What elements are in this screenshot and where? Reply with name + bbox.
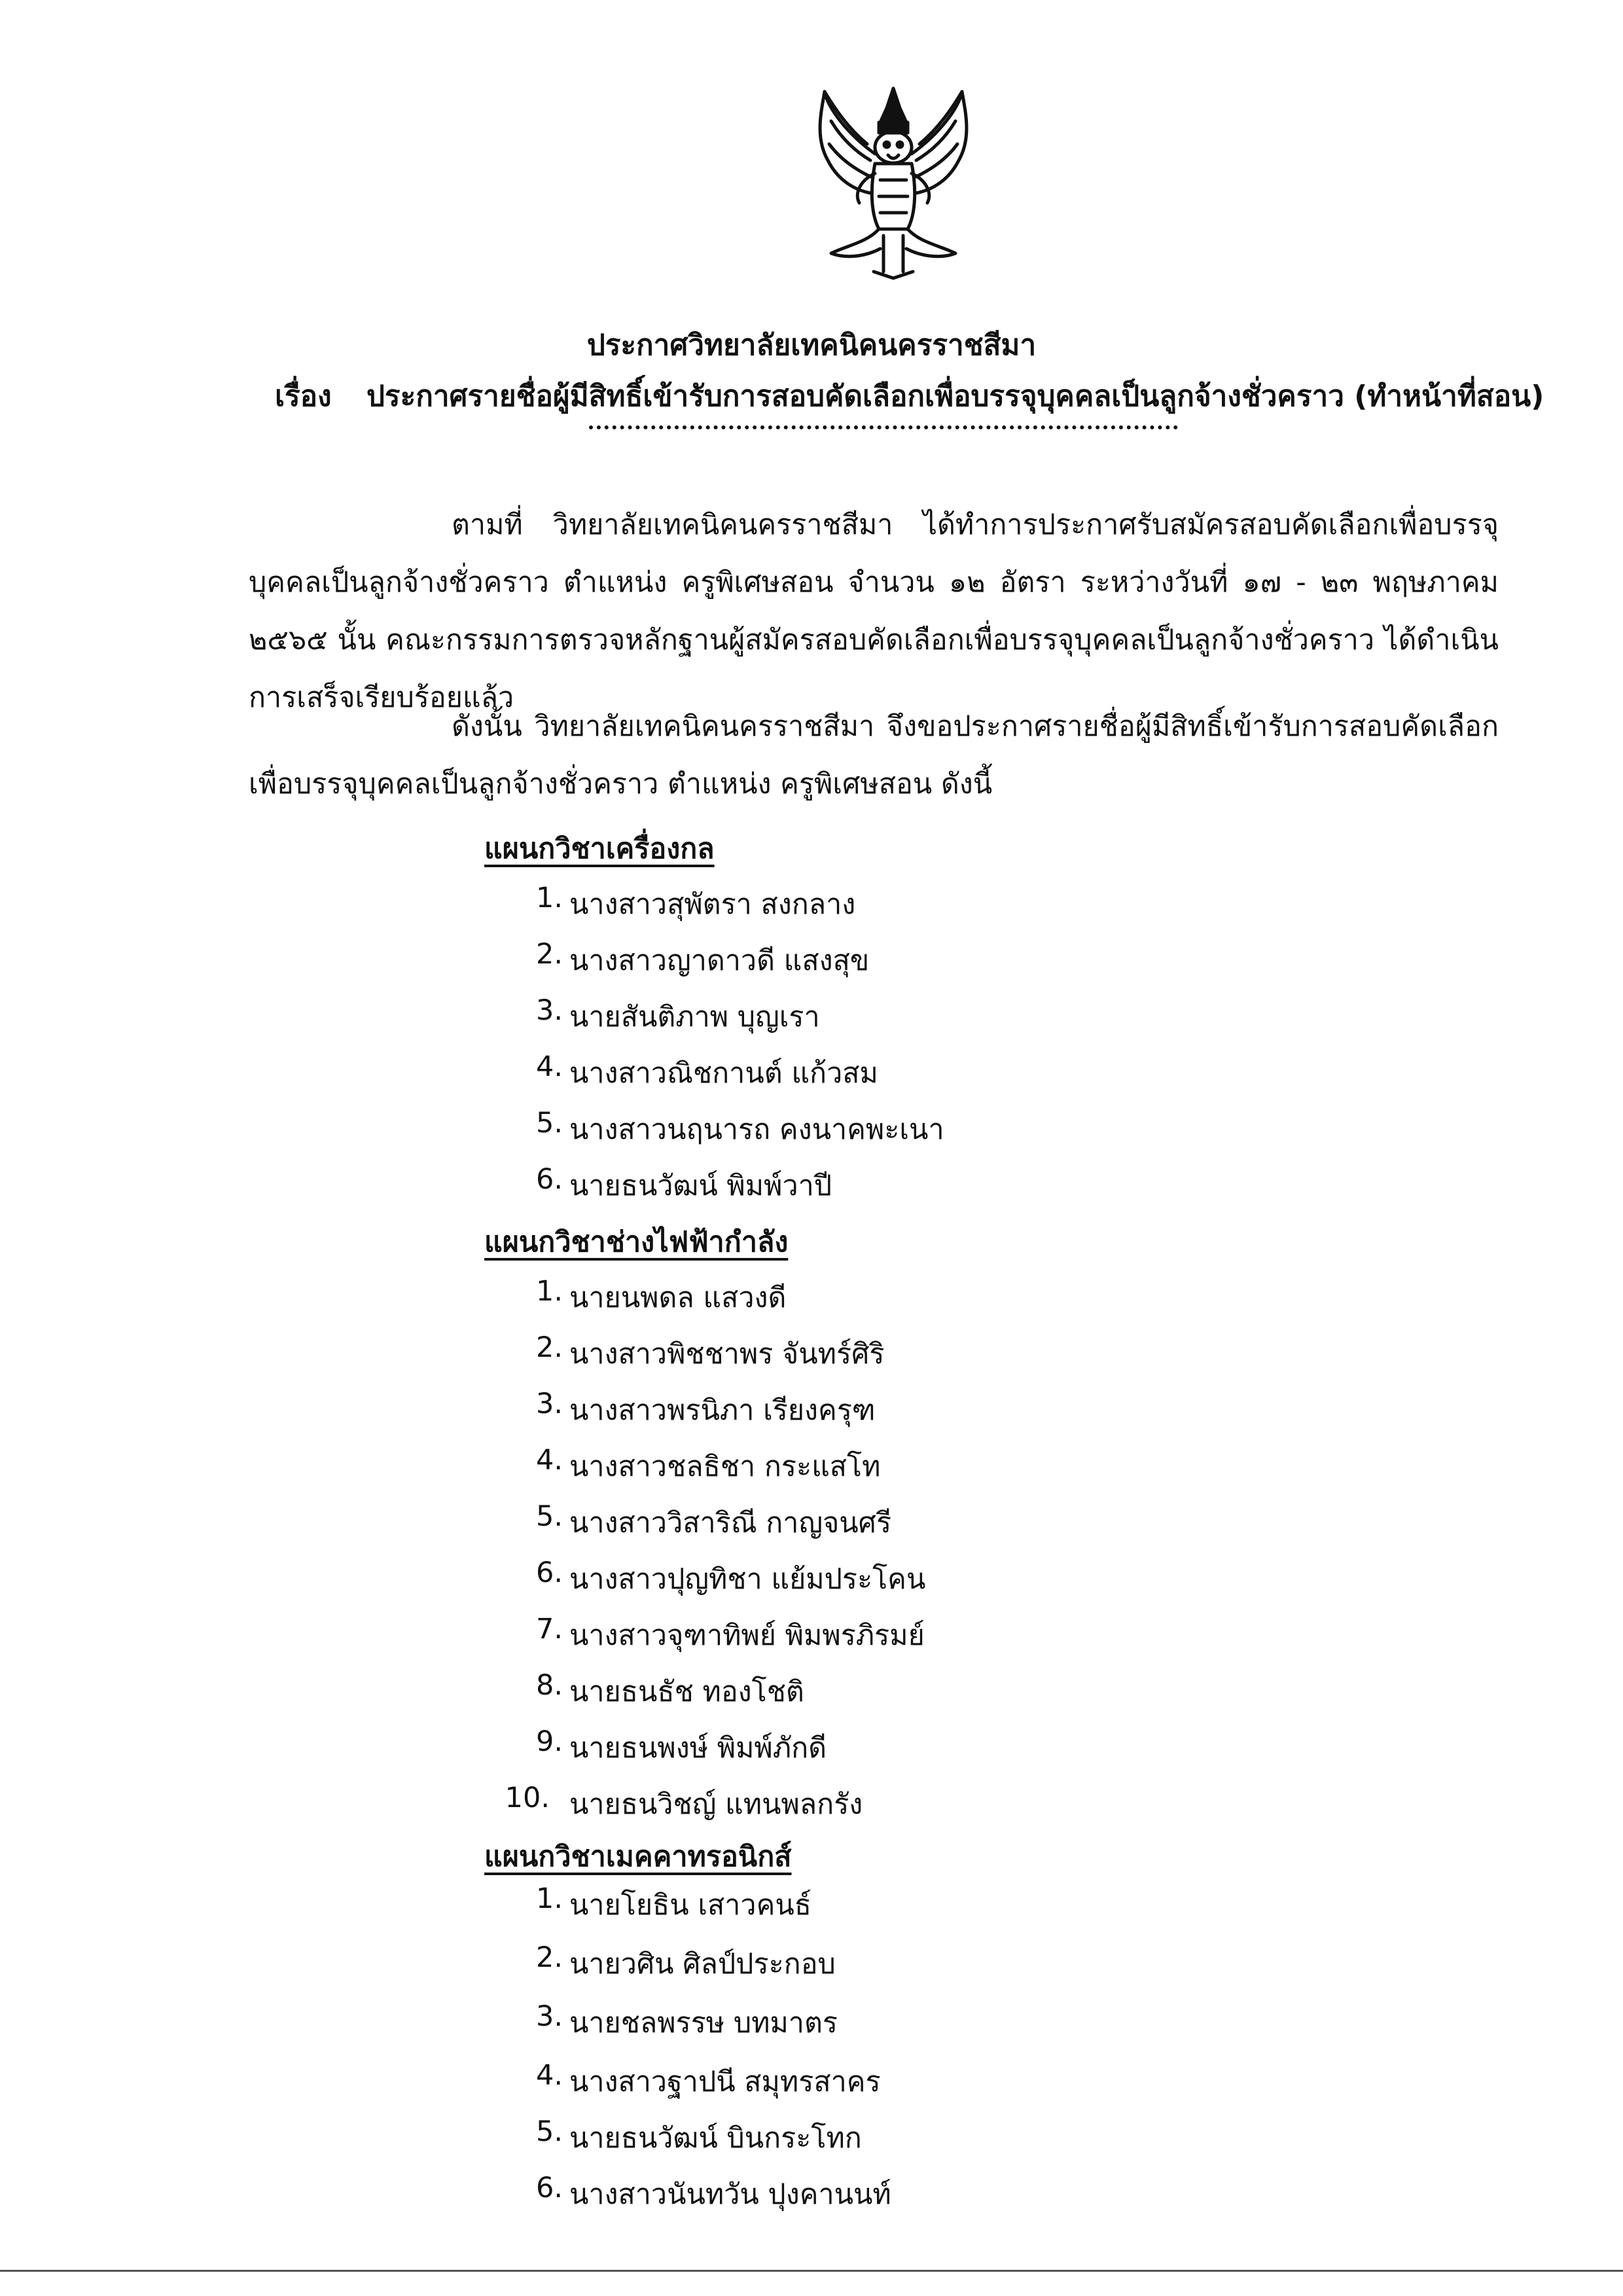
garuda-emblem-icon	[802, 82, 985, 285]
item-name: นายโยธิน เสาวคนธ์	[569, 1889, 812, 1922]
item-number: 3.	[535, 994, 563, 1027]
list-item	[504, 1163, 1289, 1202]
item-number: 1.	[535, 882, 563, 914]
paragraph-announcement-text: ดังนั้น วิทยาลัยเทคนิคนครราชสีมา จึงขอประกาศรายชื่อผู้มีสิทธิ์เข้ารับการสอบคัดเลือกเพื่อบรรจุบุคคลเป็นลูกจ้างชั่วคราว ตำแหน่ง ครูพิเศษสอน ดังนี้	[249, 710, 1499, 800]
item-number: 1.	[535, 1275, 563, 1308]
item-name: นายธนธัช ทองโชติ	[569, 1676, 804, 1708]
announcement-title: ประกาศวิทยาลัยเทคนิคนครราชสีมา	[586, 329, 1037, 362]
item-name: นายสันติภาพ บุญเรา	[569, 1001, 820, 1033]
item-name: นายธนวัฒน์ บินกระโทก	[569, 2122, 862, 2155]
item-number: 7.	[535, 1613, 563, 1645]
list-item	[504, 882, 1289, 921]
item-number: 6.	[535, 2172, 563, 2204]
item-name: นางสาวปุญทิชา แย้มประโคน	[569, 1563, 926, 1596]
list-item	[504, 1613, 1289, 1652]
list-item	[504, 1669, 1289, 1708]
item-number: 6.	[535, 1556, 563, 1589]
item-name: นางสาวจุฑาทิพย์ พิมพรภิรมย์	[569, 1619, 925, 1652]
item-number: 4.	[535, 1050, 563, 1083]
dotted-divider	[589, 425, 1178, 429]
item-number: 3.	[535, 2000, 563, 2033]
item-number: 2.	[535, 1331, 563, 1364]
list-item	[504, 1275, 1289, 1314]
item-name: นางสาวนันทวัน ปุงคานนท์	[569, 2178, 891, 2211]
section-heading-electrical: แผนกวิชาช่างไฟฟ้ากำลัง	[484, 1226, 789, 1259]
item-number: 3.	[535, 1388, 563, 1420]
item-name: นางสาวญาดาวดี แสงสุข	[569, 944, 870, 977]
item-name: นางสาววิสาริณี กาญจนศรี	[569, 1507, 892, 1539]
item-number: 9.	[535, 1725, 563, 1758]
item-number: 5.	[535, 2115, 563, 2148]
list-item	[504, 1556, 1289, 1596]
list-item	[504, 1725, 1289, 1765]
item-number: 8.	[535, 1669, 563, 1702]
list-item	[504, 2115, 1289, 2155]
item-name: นางสาวฐาปนี สมุทรสาคร	[569, 2066, 881, 2098]
item-name: นายนพดล แสวงดี	[569, 1282, 787, 1314]
item-number: 10.	[505, 1782, 550, 1814]
item-name: นายธนวิชญ์ แทนพลกรัง	[569, 1788, 863, 1821]
announcement-subject	[275, 373, 1544, 419]
item-number: 2.	[535, 938, 563, 971]
item-number: 1.	[535, 1882, 563, 1915]
list-item	[504, 2000, 1289, 2039]
item-name: นางสาวสุพัตรา สงกลาง	[569, 888, 856, 921]
list-item	[504, 1882, 1289, 1922]
item-name: นายชลพรรษ บทมาตร	[569, 2007, 838, 2039]
page-bottom-edge	[0, 2270, 1623, 2272]
paragraph-announcement	[249, 698, 1499, 813]
item-number: 4.	[535, 1444, 563, 1477]
list-item	[504, 1331, 1289, 1371]
item-name: นางสาวนฤนารถ คงนาคพะเนา	[569, 1113, 944, 1146]
item-name: นางสาวชลธิชา กระแสโท	[569, 1450, 881, 1483]
list-item	[504, 1050, 1289, 1090]
paragraph-intro-text: ตามที่ วิทยาลัยเทคนิคนครราชสีมา ได้ทำการประกาศรับสมัครสอบคัดเลือกเพื่อบรรจุบุคคลเป็นลูกจ้างชั่วคราว ตำแหน่ง ครูพิเศษสอน จำนวน ๑๒ อัตรา ระหว่างวันที่ ๑๗ - ๒๓ พฤษภาคม ๒๕๖๕ นั้น คณะกรรมการตรวจหลักฐานผู้สมัครสอบคัดเลือกเพื่อบรรจุบุคคลเป็นลูกจ้างชั่วคราว ได้ดำเนินการเสร็จเรียบร้อยแล้ว	[249, 509, 1499, 714]
item-name: นางสาวณิชกานต์ แก้วสม	[569, 1057, 878, 1090]
list-item	[504, 994, 1289, 1033]
section-heading-mechanical: แผนกวิชาเครื่องกล	[484, 833, 715, 865]
list-item	[504, 1388, 1289, 1427]
paragraph-intro	[249, 496, 1499, 726]
item-number: 5.	[535, 1107, 563, 1139]
list-item	[504, 1941, 1289, 1981]
list-item	[504, 1444, 1289, 1483]
list-item	[504, 1500, 1289, 1539]
list-item	[504, 2059, 1289, 2098]
item-number: 6.	[535, 1163, 563, 1196]
item-name: นายวศิน ศิลป์ประกอบ	[569, 1948, 836, 1981]
item-number: 2.	[535, 1941, 563, 1974]
item-name: นางสาวพิชชาพร จันทร์ศิริ	[569, 1338, 885, 1371]
list-item	[504, 938, 1289, 977]
list-item	[504, 1107, 1289, 1146]
subject-text: ประกาศรายชื่อผู้มีสิทธิ์เข้ารับการสอบคัดเลือกเพื่อบรรจุบุคคลเป็นลูกจ้างชั่วคราว (ทำหน้าที่สอน)	[366, 380, 1544, 413]
item-number: 4.	[535, 2059, 563, 2092]
section-heading-mechatronics: แผนกวิชาเมคคาทรอนิกส์	[484, 1840, 792, 1873]
subject-label: เรื่อง	[275, 380, 332, 413]
item-name: นายธนพงษ์ พิมพ์ภักดี	[569, 1732, 827, 1765]
item-name: นายธนวัฒน์ พิมพ์วาปี	[569, 1170, 832, 1202]
item-number: 5.	[535, 1500, 563, 1533]
list-item	[504, 2172, 1289, 2211]
list-item	[491, 1782, 1276, 1821]
item-name: นางสาวพรนิภา เรียงครุฑ	[569, 1394, 876, 1427]
